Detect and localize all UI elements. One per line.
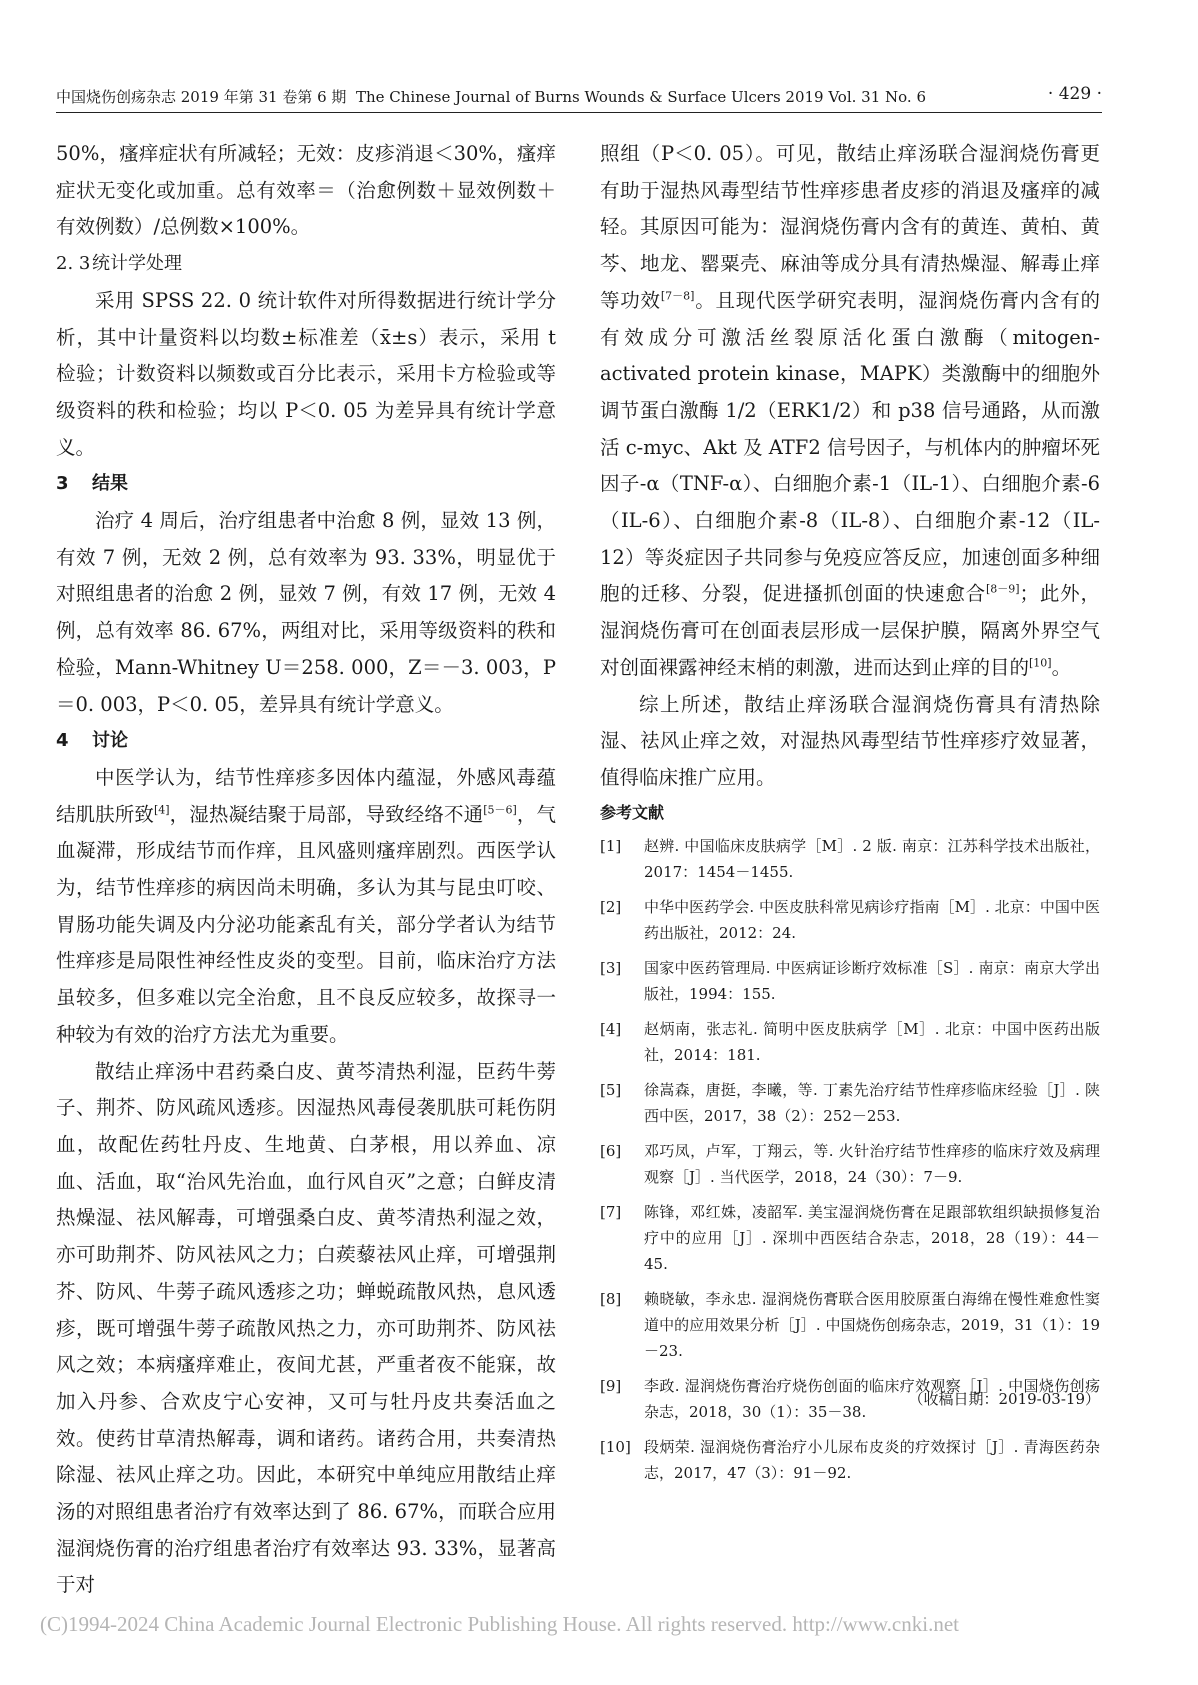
- section-3-heading: 3 结果: [56, 473, 128, 495]
- reference-item: [600, 1077, 1100, 1129]
- copyright-footer: (C)1994-2024 China Academic Journal Electronic Publishing House. All rights reserved. http://www.cnki.net: [40, 1612, 959, 1636]
- reference-text: 赖晓敏，李永忠. 湿润烧伤膏联合医用胶原蛋白海绵在慢性难愈性窦道中的应用效果分析［J］. 中国烧伤创疡杂志，2019，31（1）：19－23.: [644, 1289, 1100, 1360]
- received-date: （收稿日期：2019-03-19）: [908, 1390, 1100, 1408]
- reference-item: [600, 1016, 1100, 1068]
- discussion-paragraph-2: 散结止痒汤中君药桑白皮、黄芩清热利湿，臣药牛蒡子、荆芥、防风疏风透疹。因湿热风毒侵袭肌肤可耗伤阴血，故配佐药牡丹皮、生地黄、白茅根，用以养血、凉血、活血，取“治风先治血，血行风自灭”之意；白鲜皮清热燥湿、祛风解毒，可增强桑白皮、黄芩清热利湿之效，亦可助荆芥、防风祛风之力；白蒺藜祛风止痒，可增强荆芥、防风、牛蒡子疏风透疹之功；蝉蜕疏散风热，息风透疹，既可增强牛蒡子疏散风热之力，亦可助荆芥、防风祛风之效；本病瘙痒难止，夜间尤甚，严重者夜不能寐，故加入丹参、合欢皮宁心安神，又可与牡丹皮共奏活血之效。使药甘草清热解毒，调和诸药。诸药合用，共奏清热除湿、祛风止痒之功。因此，本研究中单纯应用散结止痒汤的对照组患者治疗有效率达到了 86. 67%，而联合应用湿润烧伤膏的治疗组患者治疗有效率达 93. 33%，显著高于对: [56, 1059, 556, 1597]
- reference-number: [2]: [600, 897, 622, 916]
- reference-number: [4]: [600, 1019, 622, 1038]
- conclusion-paragraph: 综上所述，散结止痒汤联合湿润烧伤膏具有清热除湿、祛风止痒之效，对湿热风毒型结节性痒疹疗效显著，值得临床推广应用。: [600, 692, 1100, 789]
- reference-number: [5]: [600, 1080, 622, 1099]
- section-4-heading: 4 讨论: [56, 730, 128, 752]
- header-rule: [56, 112, 1102, 113]
- reference-item: [600, 833, 1100, 885]
- reference-item: [600, 894, 1100, 946]
- discussion-paragraph-1: 中医学认为，结节性痒疹多因体内蕴湿，外感风毒蕴结肌肤所致[4]，湿热凝结聚于局部，导致经络不通[5－6]，气血凝滞，形成结节而作痒，且风盛则瘙痒剧烈。西医学认为，结节性痒疹的病因尚未明确，多认为其与昆虫叮咬、胃肠功能失调及内分泌功能紊乱有关，部分学者认为结节性痒疹是局限性神经性皮炎的变型。目前，临床治疗方法虽较多，但多难以完全治愈，且不良反应较多，故探寻一种较为有效的治疗方法尤为重要。: [56, 765, 556, 1046]
- references-heading: 参考文献: [600, 802, 665, 822]
- running-header: [56, 86, 1102, 108]
- reference-item: [600, 1286, 1100, 1364]
- reference-text: 国家中医药管理局. 中医病证诊断疗效标准［S］. 南京：南京大学出版社，1994：155.: [644, 958, 1100, 1003]
- reference-item: [600, 1138, 1100, 1190]
- reference-item: [600, 955, 1100, 1007]
- citation: [7－8]: [660, 289, 695, 303]
- citation: [4]: [153, 803, 170, 817]
- reference-number: [6]: [600, 1141, 622, 1160]
- reference-number: [1]: [600, 836, 622, 855]
- reference-text: 李政. 湿润烧伤膏治疗烧伤创面的临床疗效观察［J］. 中国烧伤创疡杂志，2018，30（1）：35－38.: [644, 1376, 1100, 1421]
- reference-number: [7]: [600, 1202, 622, 1221]
- citation: [10]: [1029, 656, 1052, 670]
- reference-text: 赵炳南，张志礼. 简明中医皮肤病学［M］. 北京：中国中医药出版社，2014：181.: [644, 1019, 1100, 1064]
- reference-number: [8]: [600, 1289, 622, 1308]
- reference-text: 邓巧凤，卢军，丁翔云，等. 火针治疗结节性痒疹的临床疗效及病理观察［J］. 当代医学，2018，24（30）：7－9.: [644, 1141, 1100, 1186]
- page-number: · 429 ·: [1047, 84, 1102, 104]
- criteria-paragraph: 50%，瘙痒症状有所减轻；无效：皮疹消退＜30%，瘙痒症状无变化或加重。总有效率＝（治愈例数＋显效例数＋有效例数）/总例数×100%。: [56, 142, 556, 239]
- reference-item: [600, 1199, 1100, 1277]
- reference-number: [9]: [600, 1376, 622, 1395]
- reference-number: [3]: [600, 958, 622, 977]
- statistics-paragraph: 采用 SPSS 22. 0 统计软件对所得数据进行统计学分析，其中计量资料以均数±标准差（x̄±s）表示，采用 t 检验；计数资料以频数或百分比表示，采用卡方检验或等级资料的秩和检验；均以 P＜0. 05 为差异具有统计学意义。: [56, 288, 556, 459]
- citation: [8－9]: [985, 582, 1020, 596]
- reference-text: 徐嵩森，唐挺，李曦，等. 丁素先治疗结节性痒疹临床经验［J］. 陕西中医，2017，38（2）：252－253.: [644, 1080, 1100, 1125]
- journal-citation: 中国烧伤创疡杂志 2019 年第 31 卷第 6 期 The Chinese Journal of Burns Wounds & Surface Ulcers 2019 Vol. 31 No. 6: [56, 88, 926, 106]
- results-paragraph: 治疗 4 周后，治疗组患者中治愈 8 例，显效 13 例，有效 7 例，无效 2 例，总有效率为 93. 33%，明显优于对照组患者的治愈 2 例，显效 7 例，有效 17 例，无效 4 例，总有效率 86. 67%，两组对比，采用等级资料的秩和检验，Mann-Whitney U＝258. 000，Z＝－3. 003，P＝0. 003，P＜0. 05，差异具有统计学意义。: [56, 509, 556, 716]
- reference-text: 中华中医药学会. 中医皮肤科常见病诊疗指南［M］. 北京：中国中医药出版社，2012：24.: [644, 897, 1100, 942]
- right-column: [600, 136, 1100, 1495]
- reference-text: 陈锋，邓红姝，凌韶军. 美宝湿润烧伤膏在足跟部软组织缺损修复治疗中的应用［J］. 深圳中西医结合杂志，2018，28（19）：44－45.: [644, 1202, 1100, 1273]
- reference-text: 段炳荣. 湿润烧伤膏治疗小儿尿布皮炎的疗效探讨［J］. 青海医药杂志，2017，47（3）：91－92.: [644, 1437, 1100, 1482]
- section-2-3-heading: 2. 3统计学处理: [56, 253, 182, 275]
- discussion-paragraph-3: 照组（P＜0. 05）。可见，散结止痒汤联合湿润烧伤膏更有助于湿热风毒型结节性痒疹患者皮疹的消退及瘙痒的减轻。其原因可能为：湿润烧伤膏内含有的黄连、黄柏、黄芩、地龙、罂粟壳、麻油等成分具有清热燥湿、解毒止痒等功效[7－8]。且现代医学研究表明，湿润烧伤膏内含有的有效成分可激活丝裂原活化蛋白激酶（mitogen-activated protein kinase，MAPK）类激酶中的细胞外调节蛋白激酶 1/2（ERK1/2）和 p38 信号通路，从而激活 c-myc、Akt 及 ATF2 信号因子，与机体内的肿瘤坏死因子-α（TNF-α）、白细胞介素-1（IL-1）、白细胞介素-6（IL-6）、白细胞介素-8（IL-8）、白细胞介素-12（IL-12）等炎症因子共同参与免疫应答反应，加速创面多种细胞的迁移、分裂，促进搔抓创面的快速愈合[8－9]；此外，湿润烧伤膏可在创面表层形成一层保护膜，隔离外界空气对创面裸露神经末梢的刺激，进而达到止痒的目的[10]。: [600, 142, 1100, 679]
- reference-number: [10]: [600, 1437, 631, 1456]
- left-column: [56, 136, 556, 1604]
- citation: [5－6]: [483, 803, 517, 817]
- reference-text: 赵辨. 中国临床皮肤病学［M］. 2 版. 南京：江苏科学技术出版社，2017：1454－1455.: [644, 836, 1100, 881]
- reference-item: [600, 1434, 1100, 1486]
